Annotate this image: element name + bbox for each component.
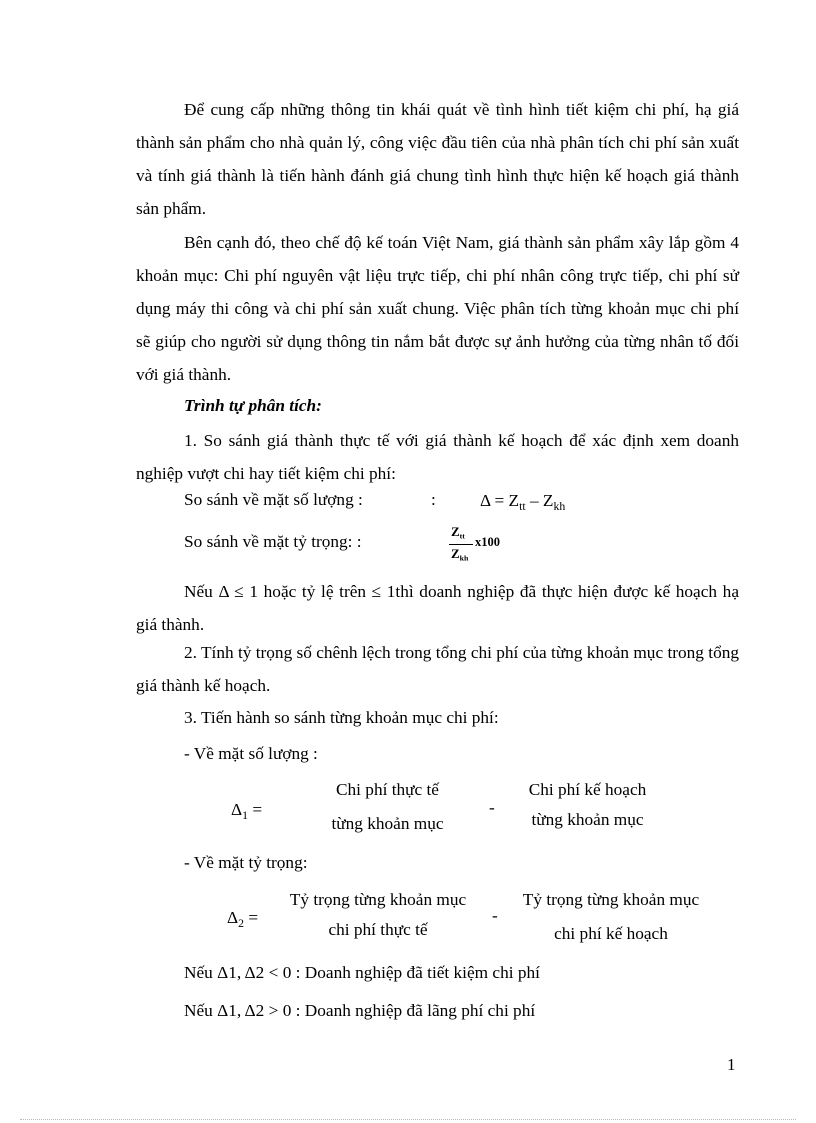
fraction-bar	[449, 544, 473, 545]
step-3-text: 3. Tiến hành so sánh từng khoản mục chi phí:	[184, 708, 499, 727]
compare-ratio-label: So sánh về mặt tỷ trọng: :	[184, 532, 362, 551]
step-1-text: 1. So sánh giá thành thực tế với giá thành kế hoạch để xác định xem doanh nghiệp vượt chi hay tiết kiệm chi phí:	[136, 431, 739, 483]
section-heading: Trình tự phân tích:	[184, 396, 322, 415]
ratio-denominator: $Z_{kh}$	[451, 546, 469, 563]
step-2-text: 2. Tính tỷ trọng số chênh lệch trong tổng chi phí của từng khoản mục trong tổng giá thành kế hoạch.	[136, 643, 739, 695]
delta-1-plan-cost: Chi phí kế hoạch từng khoản mục	[528, 780, 647, 829]
bullet-ratio: - Về mặt tỷ trọng:	[184, 853, 308, 872]
ratio-numerator: $Z_{tt}$	[451, 524, 465, 541]
compare-quantity-label: So sánh về mặt số lượng :	[184, 490, 363, 509]
delta-1-label: $\Delta_1$ =	[231, 800, 263, 823]
formula-part: – Z	[525, 491, 554, 510]
page-number: 1	[727, 1055, 736, 1074]
ratio-formula	[447, 524, 517, 568]
formula-sub-kh: kh	[553, 500, 566, 514]
bullet-quantity: - Về mặt số lượng :	[184, 744, 318, 763]
intro-paragraph: Để cung cấp những thông tin khái quát về tình hình tiết kiệm chi phí, hạ giá thành sản phẩm cho nhà quản lý, công việc đầu tiên của nhà phân tích chi phí sản xuất và tính giá thành là tiến hành đánh giá chung tình hình thực hiện kế hoạch giá thành sản phẩm.	[136, 100, 739, 218]
formula-sub-tt: tt	[519, 500, 526, 514]
delta-2-actual-ratio: Tỷ trọng từng khoản mục chi phí thực tế	[289, 890, 467, 939]
formula-part: Δ = Z	[480, 491, 520, 510]
delta-2-plan-ratio: Tỷ trọng từng khoản mục chi phí kế hoạch	[522, 890, 700, 943]
compare-quantity-colon: :	[431, 490, 436, 509]
minus-sign: -	[489, 798, 495, 817]
condition-paragraph: Nếu Δ ≤ 1 hoặc tỷ lệ trên ≤ 1thì doanh nghiệp đã thực hiện được kế hoạch hạ giá thành.	[136, 582, 739, 634]
result-waste: Nếu Δ1, Δ2 > 0 : Doanh nghiệp đã lãng phí chi phí	[184, 1001, 536, 1020]
result-saving: Nếu Δ1, Δ2 < 0 : Doanh nghiệp đã tiết kiệm chi phí	[184, 963, 540, 982]
quantity-formula	[480, 491, 565, 513]
minus-sign: -	[492, 906, 498, 925]
footer-divider	[20, 1119, 796, 1120]
delta-2-label: $\Delta_2$ =	[227, 908, 259, 931]
cost-items-paragraph: Bên cạnh đó, theo chế độ kế toán Việt Nam, giá thành sản phẩm xây lắp gồm 4 khoản mục: Chi phí nguyên vật liệu trực tiếp, chi phí nhân công trực tiếp, chi phí sử dụng máy thi công và chi phí sản xuất chung. Việc phân tích từng khoản mục chi phí sẽ giúp cho người sử dụng thông tin nắm bắt được sự ảnh hưởng của từng nhân tố đối với giá thành.	[136, 233, 739, 384]
delta-1-actual-cost: Chi phí thực tế từng khoản mục	[331, 780, 444, 833]
ratio-multiplier: x100	[475, 535, 500, 549]
